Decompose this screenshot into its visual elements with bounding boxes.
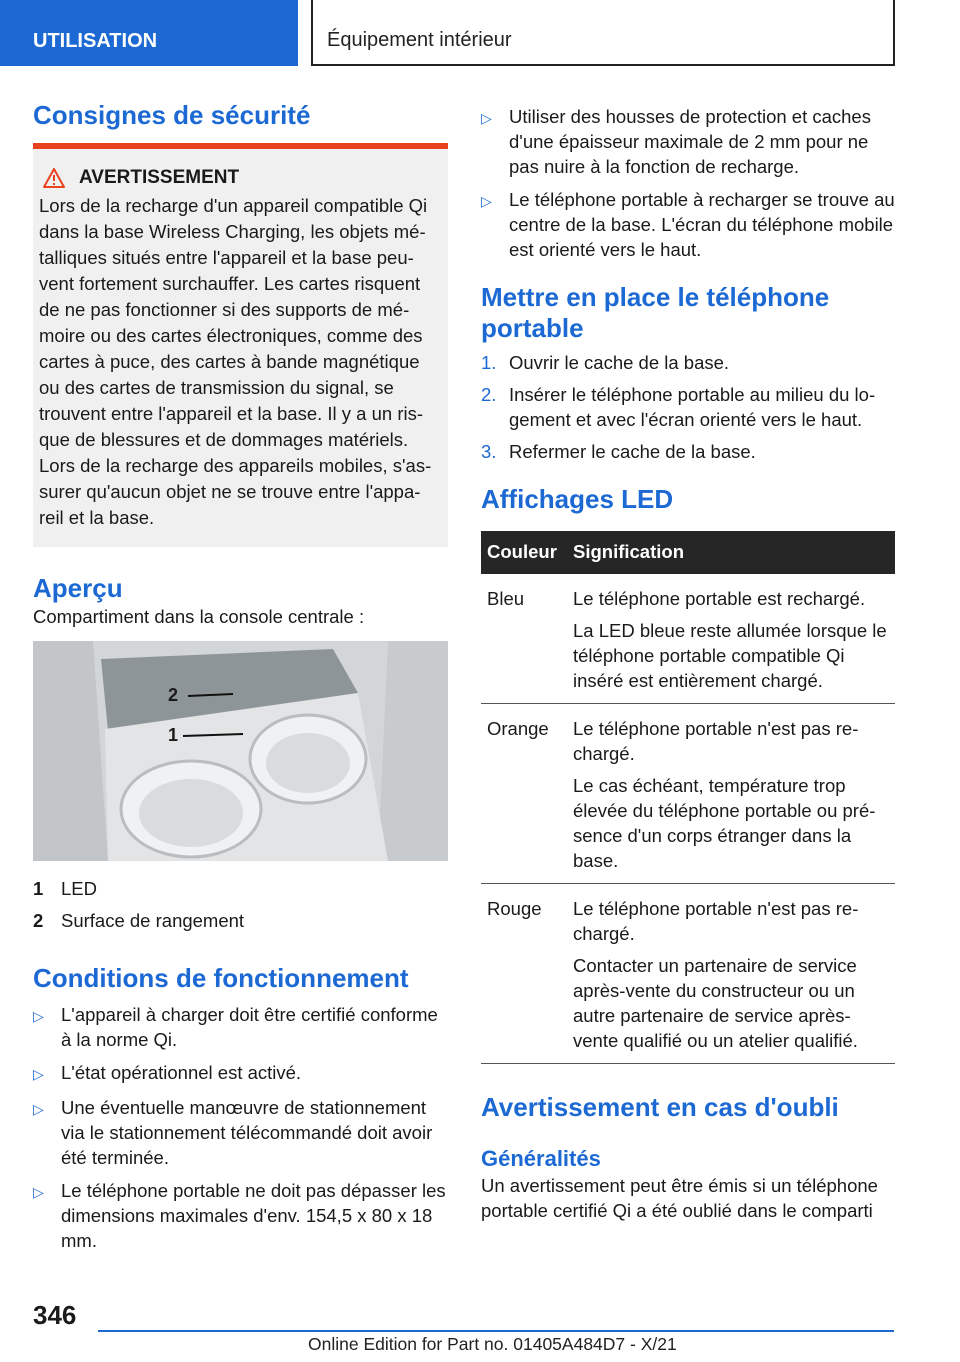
triangle-bullet-icon: ▷ (481, 193, 492, 209)
meaning-text: Le téléphone portable est rechargé. (573, 588, 866, 609)
left-column (33, 100, 448, 1261)
forgot-heading: Avertissement en cas d'oubli (481, 1092, 839, 1122)
warning-text: Lors de la recharge d'un appareil compatible Qi dans la base Wireless Charging, les objets métalliques situés entre l'appareil et la base peuvent fortement surchauffer. Les cartes risquent de ne pas fonctionner si des supports de mémoire ou des cartes électroniques, comme des cartes à puce, des cartes à bande magnétique ou des cartes de transmission du signal, se trouvent entre l'appareil et la base. Il y a un risque de blessures et de dommages matériels. Lors de la recharge des appareils mobiles, s'assurer qu'aucun objet ne se trouve entre l'appareil et la base. (39, 195, 432, 528)
general-heading: Généralités (481, 1146, 601, 1171)
legend-number: 2 (33, 910, 44, 931)
table-cell-color: Bleu (481, 574, 567, 704)
photo-callout-2: 2 (168, 685, 179, 705)
table-cell-color: Rouge (481, 884, 567, 1064)
list-item-text: Le téléphone portable à recharger se trouve au centre de la base. L'écran du téléphone mobile est orienté vers le haut. (509, 189, 895, 260)
list-item-text: L'appareil à charger doit être certifié conforme à la norme Qi. (61, 1004, 438, 1050)
general-text: Un avertissement peut être émis si un téléphone portable certifié Qi a été oublié dans le comparti (481, 1175, 878, 1221)
step-number: 1. (481, 352, 497, 373)
conditions-list-continued (481, 104, 896, 262)
section-title: Équipement intérieur (311, 0, 895, 66)
meaning-text: Le téléphone portable n'est pas rechargé. (573, 898, 859, 944)
place-phone-heading: Mettre en place le téléphone portable (481, 282, 830, 343)
page-number: 346 (33, 1300, 77, 1330)
meaning-detail: Contacter un partenaire de service après-vente du constructeur ou un autre partenaire de service après-vente qualifié ou un atelier qualifié. (573, 955, 858, 1051)
list-item-text: Une éventuelle manœuvre de stationnement via le stationnement télécommandé doit avoir été terminée. (61, 1097, 433, 1168)
step-text: Ouvrir le cache de la base. (509, 352, 730, 373)
footer-divider (98, 1330, 894, 1332)
table-cell-meaning (567, 884, 895, 1064)
console-illustration (33, 641, 448, 861)
step-text: Insérer le téléphone portable au milieu du logement et avec l'écran orienté vers le haut. (509, 384, 876, 430)
table-cell-meaning (567, 574, 895, 704)
conditions-list (33, 1002, 448, 1253)
table-header-row (481, 531, 895, 574)
legend-text: LED (61, 878, 97, 899)
step-item (481, 382, 896, 432)
safety-heading: Consignes de sécurité (33, 100, 311, 130)
edition-text: Online Edition for Part no. 01405A484D7 - X/21 (308, 1334, 677, 1354)
list-item (33, 1095, 448, 1170)
list-item (33, 1178, 448, 1253)
legend-item (33, 905, 448, 937)
chapter-tab[interactable]: UTILISATION (0, 0, 298, 66)
meaning-text: Le téléphone portable n'est pas rechargé. (573, 718, 859, 764)
step-text: Refermer le cache de la base. (509, 441, 756, 462)
console-photo (33, 641, 448, 861)
triangle-bullet-icon: ▷ (481, 110, 492, 126)
list-item-text: L'état opérationnel est activé. (61, 1062, 302, 1083)
step-number: 3. (481, 441, 497, 462)
warning-triangle-icon (43, 168, 65, 188)
table-header-color: Couleur (481, 531, 567, 574)
list-item (33, 1002, 448, 1052)
triangle-bullet-icon: ▷ (33, 1101, 44, 1117)
right-column (481, 104, 896, 1223)
legend-number: 1 (33, 878, 44, 899)
list-item (481, 104, 896, 179)
page-header (0, 0, 960, 66)
triangle-bullet-icon: ▷ (33, 1184, 44, 1200)
meaning-detail: Le cas échéant, température trop élevée du téléphone portable ou présence d'un corps étranger dans la base. (573, 775, 876, 871)
overview-heading: Aperçu (33, 573, 123, 603)
triangle-bullet-icon: ▷ (33, 1066, 44, 1082)
steps-list (481, 350, 896, 464)
step-number: 2. (481, 384, 497, 405)
list-item (481, 187, 896, 262)
legend-text: Surface de rangement (61, 910, 245, 931)
overview-text: Compartiment dans la console centrale : (33, 606, 365, 627)
step-item (481, 350, 896, 375)
table-row (481, 884, 895, 1064)
table-header-meaning: Signification (567, 531, 895, 574)
table-cell-meaning (567, 704, 895, 884)
list-item-text: Utiliser des housses de protection et caches d'une épaisseur maximale de 2 mm pour ne pas nuire à la fonction de recharge. (509, 106, 871, 177)
conditions-heading: Conditions de fonctionnement (33, 963, 409, 993)
table-row (481, 574, 895, 704)
triangle-bullet-icon: ▷ (33, 1008, 44, 1024)
warning-label: AVERTISSEMENT (79, 167, 240, 188)
photo-legend (33, 873, 448, 937)
step-item (481, 439, 896, 464)
warning-box (33, 143, 448, 547)
meaning-detail: La LED bleue reste allumée lorsque le téléphone portable compatible Qi inséré est entièrement chargé. (573, 620, 887, 691)
warning-header (43, 167, 438, 189)
photo-callout-1: 1 (168, 725, 179, 745)
table-cell-color: Orange (481, 704, 567, 884)
list-item (33, 1060, 448, 1087)
list-item-text: Le téléphone portable ne doit pas dépasser les dimensions maximales d'env. 154,5 x 80 x 18 mm. (61, 1180, 446, 1251)
led-heading: Affichages LED (481, 484, 674, 514)
led-table (481, 531, 895, 1064)
legend-item (33, 873, 448, 905)
table-row (481, 704, 895, 884)
